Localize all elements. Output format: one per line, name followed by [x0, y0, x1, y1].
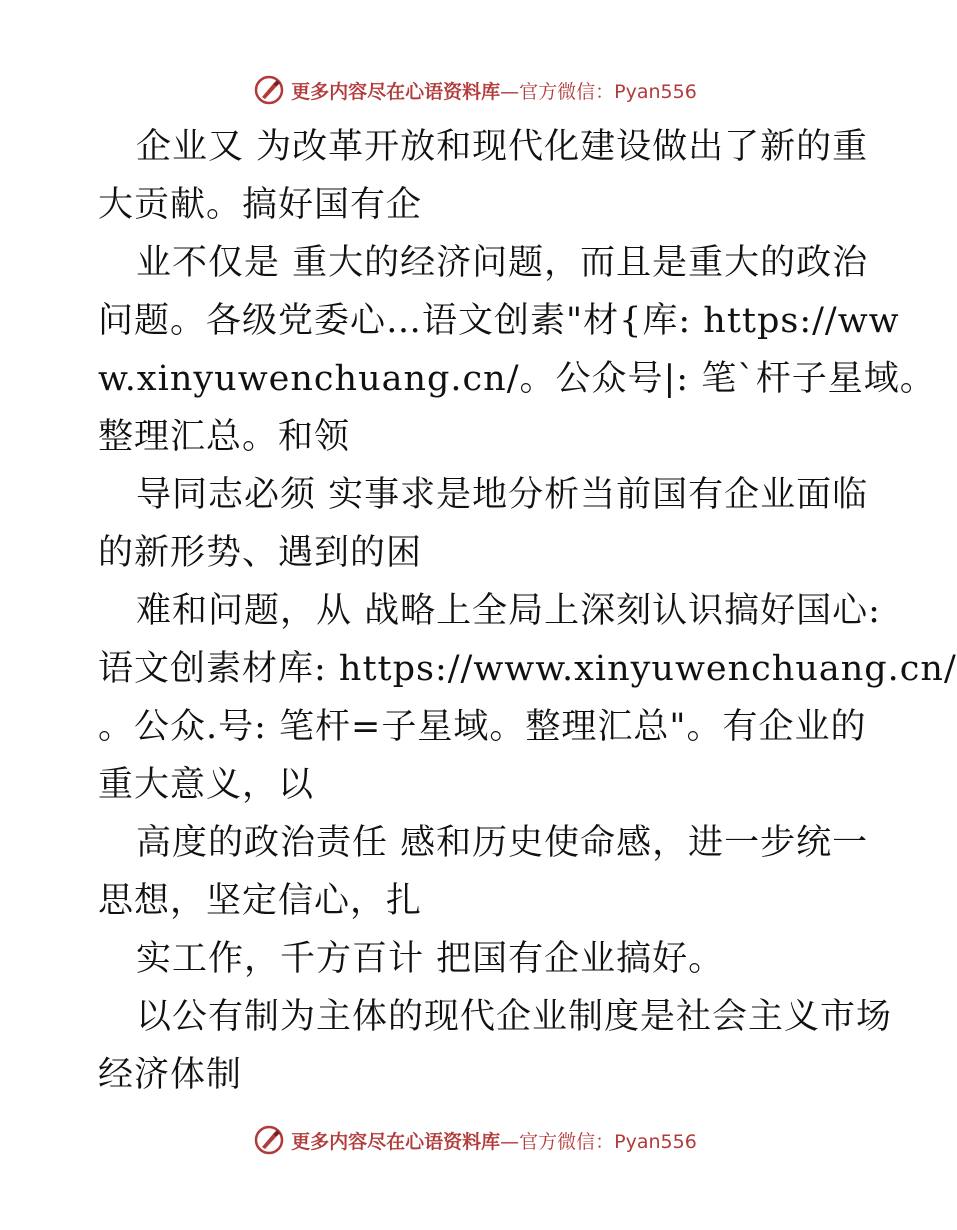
text-line: 业不仅是 重大的经济问题，而且是重大的政治: [136, 243, 869, 283]
text-line: 大贡献。搞好国有企: [98, 185, 423, 225]
text-line: 思想，坚定信心，扎: [98, 881, 423, 921]
text-line: 以公有制为主体的现代企业制度是社会主义市场: [136, 997, 893, 1037]
text-line: w.xinyuwenchuang.cn/。公众号|: 笔`杆子星域。: [98, 359, 936, 399]
footer-banner-main: 更多内容尽在心语资料库: [291, 1130, 501, 1153]
text-line: 实工作，千方百计 把国有企业搞好。: [136, 939, 725, 979]
footer-banner: [0, 1120, 950, 1160]
text-line: 整理汇总。和领: [98, 417, 351, 457]
footer-banner-sub: —官方微信：Pyan556: [500, 1130, 697, 1153]
text-line: 。公众.号: 笔杆=子星域。整理汇总"。有企业的: [98, 707, 867, 747]
text-line: 导同志必须 实事求是地分析当前国有企业面临: [136, 475, 869, 515]
text-line: 企业又 为改革开放和现代化建设做出了新的重: [136, 127, 869, 167]
text-line: 的新形势、遇到的困: [98, 533, 423, 573]
header-banner: [0, 70, 950, 110]
pen-logo-icon: [253, 74, 285, 106]
text-line: 重大意义，以: [98, 765, 315, 805]
header-banner-main: 更多内容尽在心语资料库: [291, 80, 501, 103]
text-line: 问题。各级党委心…语文创素"材{库: https://ww: [98, 301, 900, 341]
pen-logo-icon: [253, 1124, 285, 1156]
text-line: 经济体制: [98, 1055, 243, 1095]
header-banner-sub: —官方微信：Pyan556: [500, 80, 697, 103]
text-line: 语文创素材库: https://www.xinyuwenchuang.cn/: [98, 649, 957, 689]
text-line: 难和问题，从 战略上全局上深刻认识搞好国心:: [136, 591, 881, 631]
text-line: 高度的政治责任 感和历史使命感，进一步统一: [136, 823, 869, 863]
document-body: [98, 118, 957, 1104]
